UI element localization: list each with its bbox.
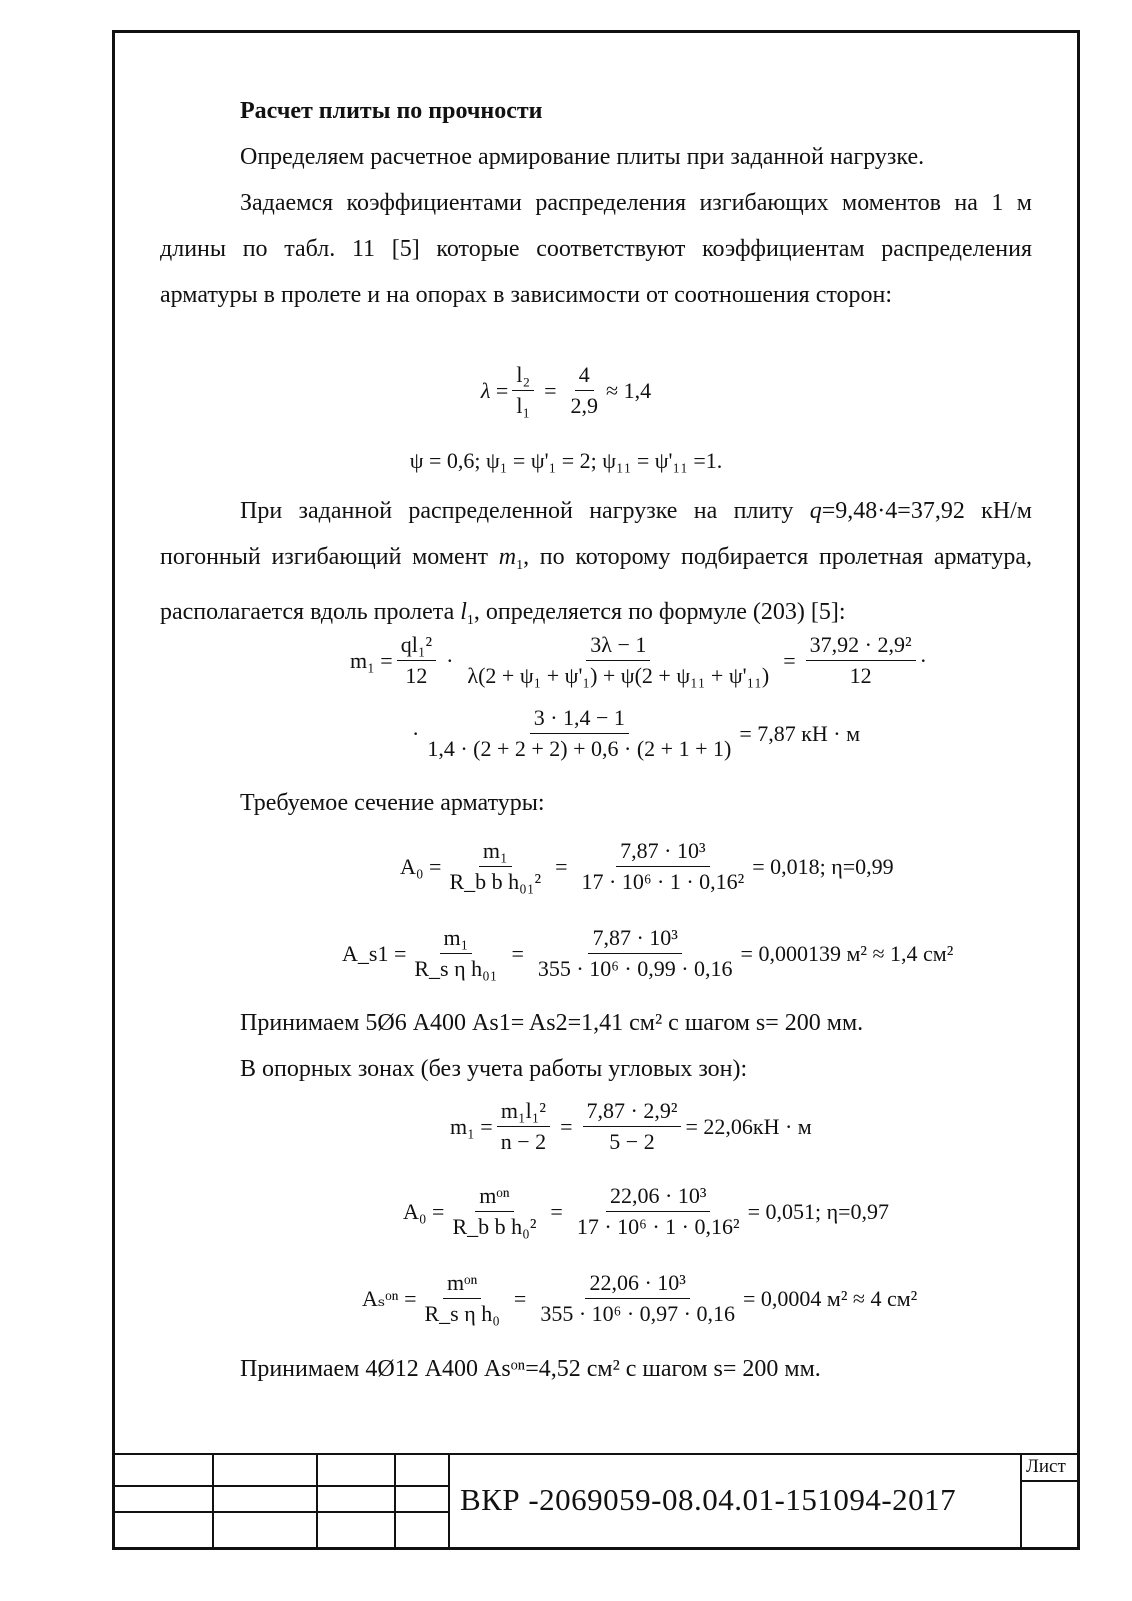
equation-m1-support: m₁ = $\frac{\text{m₁l₁²}}{n - 2}$ = $\frac{\text{7,87 · 2,9²}}{5 - 2}$ = 22,06кН · м: [450, 1098, 812, 1154]
frac-den: 355 · 10⁶ · 0,99 · 0,16: [537, 956, 733, 981]
frac-den: R_s η h₀: [424, 1301, 500, 1326]
frac-den: 12: [405, 663, 428, 688]
document-body: [160, 88, 1032, 318]
frac-num: mᵒⁿ: [475, 1183, 513, 1212]
frac-den: 2,9: [570, 393, 599, 418]
frac-den: R_b b h₀₁²: [449, 869, 542, 894]
frac-num: mᵒⁿ: [443, 1270, 481, 1299]
text-run: , определяется по формуле (203) [5]:: [473, 599, 846, 625]
stamp-line: [448, 1453, 450, 1550]
frac-den: 17 · 10⁶ · 1 · 0,16²: [576, 1214, 740, 1239]
stamp-line: [212, 1453, 214, 1550]
frac-den: 12: [849, 663, 872, 688]
equation-result: = 0,051; η=0,97: [747, 1198, 890, 1224]
stamp-line: [1020, 1453, 1022, 1550]
equation-A0: A₀ = $\frac{\text{m₁}}{\text{R\_b b h₀₁²}}$ = $\frac{\text{7,87 · 10³}}{\text{17 · 10⁶ · 1 · 0,16²}}$ = 0,018; η=0,99: [400, 838, 894, 894]
equation-As-on: Aₛᵒⁿ = $\frac{\text{mᵒⁿ}}{\text{R\_s η h₀}}$ = $\frac{\text{22,06 · 10³}}{\text{355 · 10⁶ · 0,97 · 0,16}}$ = 0,0004 м² ≈ 4 см²: [362, 1270, 918, 1326]
frac-den: n − 2: [500, 1129, 547, 1154]
text-run: При заданной распределенной нагрузке на плиту: [240, 498, 810, 524]
equation-result: = 0,000139 м² ≈ 1,4 см²: [740, 940, 954, 966]
stamp-line: [1020, 1480, 1080, 1482]
equation-lhs: m₁ =: [350, 647, 393, 673]
frac-num: 22,06 · 10³: [585, 1270, 689, 1299]
equation-m1-line2: [412, 705, 912, 762]
equation-lambda: λ = $\frac{\text{l₂}}{\text{l₁}}$ = $\frac{4}{2,9}$ ≈ 1,4: [480, 362, 652, 418]
paragraph-required: [160, 780, 1032, 826]
equation-lhs: A₀ =: [400, 853, 442, 879]
document-code: ВКР -2069059-08.04.01-151094-2017: [460, 1482, 957, 1517]
equation-A0-support: A₀ = $\frac{\text{mᵒⁿ}}{\text{R\_b b h₀²}}$ = $\frac{\text{22,06 · 10³}}{\text{17 · 10⁶ · 1 · 0,16²}}$ = 0,051; η=0,97: [403, 1183, 890, 1239]
frac-num: 37,92 · 2,9²: [806, 632, 916, 661]
frac-den: l₁: [516, 393, 531, 418]
text-support-zones: В опорных зонах (без учета работы угловых зон):: [240, 1056, 748, 1082]
frac-den: 17 · 10⁶ · 1 · 0,16²: [581, 869, 745, 894]
equation-result: = 0,018; η=0,99: [752, 853, 894, 879]
frac-den: 355 · 10⁶ · 0,97 · 0,16: [540, 1301, 735, 1326]
equation-As1: A_s1 = $\frac{\text{m₁}}{\text{R\_s η h₀₁}}$ = $\frac{\text{7,87 · 10³}}{\text{355 · 10⁶ · 0,99 · 0,16}}$ = 0,000139 м² ≈ 1,4 см²: [342, 925, 954, 981]
frac-num: ql₁²: [397, 632, 436, 661]
text-run: =9,48·4=37,92 кН/м погонный изгибающий момент: [160, 498, 1032, 570]
frac-num: m₁: [479, 838, 512, 867]
frac-den: λ(2 + ψ₁ + ψ'₁) + ψ(2 + ψ₁₁ + ψ'₁₁): [467, 663, 770, 688]
frac-num: 4: [575, 362, 594, 391]
paragraph-coefficients: Задаемся коэффициентами распределения изгибающих моментов на 1 м длины по табл. 11 [5] которые соответствуют коэффициентам распределения арматуры в пролете и на опорах в зависимости от соотношения сторон:: [160, 190, 1032, 308]
equation-result: = 0,0004 м² ≈ 4 см²: [742, 1285, 918, 1311]
stamp-line: [112, 1511, 450, 1513]
equation-lead: ·: [412, 720, 420, 746]
equation-result: ≈ 1,4: [606, 377, 652, 403]
frac-num: 7,87 · 2,9²: [583, 1098, 682, 1127]
frac-den: 5 − 2: [609, 1129, 655, 1154]
equation-result: = 22,06кН · м: [685, 1113, 812, 1139]
frac-num: 7,87 · 10³: [588, 925, 681, 954]
text-accept-support: Принимаем 4Ø12 А400 Asᵒⁿ=4,52 см² с шагом s= 200 мм.: [240, 1356, 821, 1382]
frac-num: l₂: [512, 362, 534, 391]
frac-num: m₁: [440, 925, 473, 954]
text-run: , по которому подбирается пролетная арматура, располагается вдоль пролета: [160, 544, 1032, 625]
equation-lhs: Aₛᵒⁿ =: [362, 1285, 417, 1311]
text-required-section: Требуемое сечение арматуры:: [240, 790, 545, 816]
equation-tail: ·: [919, 647, 927, 673]
frac-num: 3 · 1,4 − 1: [530, 705, 629, 734]
paragraph-accept-2: [160, 1346, 1032, 1392]
frac-den: R_s η h₀₁: [414, 956, 498, 981]
stamp-line: [394, 1453, 396, 1550]
frac-num: m₁l₁²: [497, 1098, 550, 1127]
equation-lhs: A_s1 =: [342, 940, 407, 966]
symbol-l: l: [460, 599, 467, 625]
stamp-line: [112, 1453, 1080, 1455]
equation-psi: ψ = 0,6; ψ₁ = ψ'₁ = 2; ψ₁₁ = ψ'₁₁ =1.: [409, 448, 723, 473]
text-accept-span: Принимаем 5Ø6 А400 As1= As2=1,41 см² с шагом s= 200 мм.: [240, 1010, 864, 1036]
frac-num: 3λ − 1: [586, 632, 650, 661]
frac-num: 7,87 · 10³: [616, 838, 709, 867]
section-title: Расчет плиты по прочности: [240, 98, 543, 124]
stamp-line: [316, 1453, 318, 1550]
sheet-label: Лист: [1026, 1456, 1066, 1477]
frac-den: R_b b h₀²: [452, 1214, 537, 1239]
equation-lhs: A₀ =: [403, 1198, 445, 1224]
equation-lhs: m₁ =: [450, 1113, 493, 1139]
frac-den: 1,4 · (2 + 2 + 2) + 0,6 · (2 + 1 + 1): [427, 736, 732, 761]
equation-result: = 7,87 кН · м: [739, 720, 861, 746]
symbol-m: m: [498, 544, 517, 570]
paragraph-accept-1: [160, 1000, 1032, 1092]
stamp-line: [112, 1485, 450, 1487]
paragraph-intro: Определяем расчетное армирование плиты при заданной нагрузке.: [240, 144, 925, 170]
symbol-q: q: [809, 498, 822, 524]
equation-m1-line1: m₁ = $\frac{\text{ql₁²}}{12}$ · $\frac{3\lambda - 1}{\text{λ(2 + ψ₁ + ψ'₁) + ψ(2 + ψ₁₁ + ψ'₁₁)}}$ = $\frac{\text{37,92 · 2,9²}}{12}$ ·: [350, 632, 927, 688]
paragraph-load: При заданной распределенной нагрузке на плиту q=9,48·4=37,92 кН/м погонный изгибающий момент $m_1$, по которому подбирается пролетная арматура, располагается вдоль пролета $l_1$, определяется по формуле (203) [5]:: [160, 498, 1032, 628]
frac-num: 22,06 · 10³: [606, 1183, 710, 1212]
